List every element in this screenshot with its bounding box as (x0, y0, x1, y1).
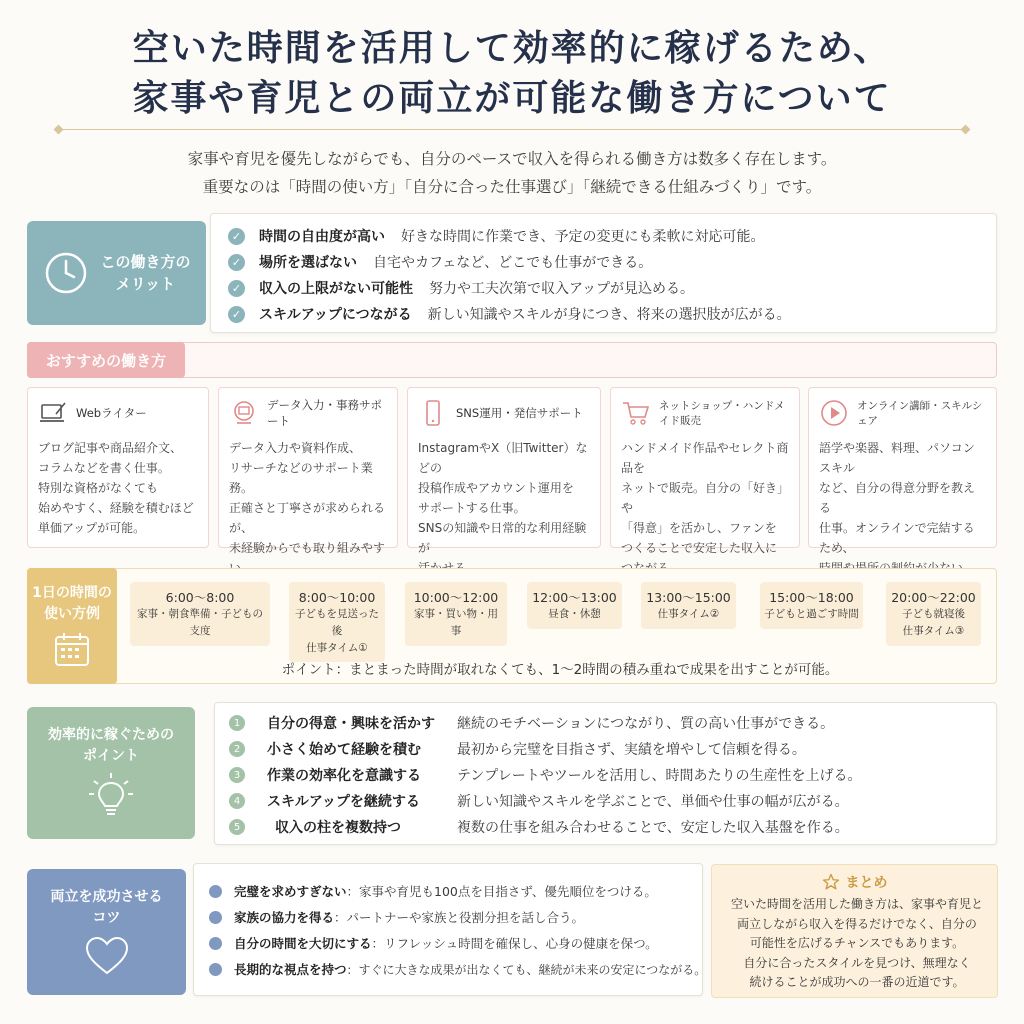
slot-time: 10:00〜12:00 (413, 590, 499, 605)
slot-desc: 昼食・休憩 (548, 608, 601, 620)
merit-item-desc: 努力や工夫次第で収入アップが見込める。 (429, 281, 695, 297)
summary-heading (711, 872, 998, 892)
summary-title: まとめ (845, 875, 888, 891)
balance-item-title: 長期的な視点を持つ (234, 962, 347, 977)
balance-item-desc: ：すぐに大きな成果が出なくても、継続が未来の安定につながる。 (346, 962, 707, 977)
slot-desc: 子どもを見送った後 仕事タイム① (295, 608, 379, 654)
schedule-slot (760, 582, 863, 629)
check-icon: ✓ (228, 306, 245, 323)
point-item (229, 817, 849, 837)
job-card-body: データ入力や資料作成、 リサーチなどのサポート業務。 正確さと丁寧さが求められるが、 未経験からでも取り組みやす (229, 441, 386, 555)
schedule-label: 1日の時間の 使い方例 (32, 585, 112, 622)
points-label: 効率的に稼ぐための ポイント (48, 727, 174, 764)
merit-item-title: 時間の自由度が高い (259, 229, 385, 245)
balance-item-desc: ：家事や育児も100点を目指さず、優先順位をつける。 (346, 884, 657, 899)
check-icon: ✓ (228, 280, 245, 297)
schedule-slot (527, 582, 622, 629)
point-number: 4 (229, 793, 245, 809)
title-divider (58, 129, 966, 130)
merit-item-title: 収入の上限がない可能性 (259, 281, 413, 297)
slot-desc: 子ども就寝後 仕事タイム③ (902, 608, 965, 637)
job-card-title: データ入力・事務サポート (267, 398, 382, 428)
check-icon: ✓ (228, 228, 245, 245)
balance-item (209, 882, 657, 900)
point-desc: 複数の仕事を組み合わせることで、安定した収入基盤を作る。 (457, 820, 849, 836)
recommended-label: おすすめの働き方 (27, 342, 185, 378)
job-card-sns (407, 387, 601, 555)
job-card-title: オンライン講師・スキルシェア (857, 400, 983, 427)
schedule-point: ポイント：まとまった時間が取れなくても、1〜2時間の積み重ねで成果を出すことが可能。 (281, 662, 839, 678)
schedule-slot (130, 582, 270, 646)
job-card-netshop (610, 387, 800, 555)
merit-item (228, 278, 694, 298)
bullet-dot (209, 911, 222, 924)
point-number: 2 (229, 741, 245, 757)
job-card-title: Webライター (76, 406, 147, 420)
point-title: 作業の効率化を意識する (267, 768, 421, 784)
balance-item-title: 完璧を求めすぎない (234, 884, 347, 899)
page-title-line2: 家事や育児との両立が可能な働き方について (132, 77, 892, 119)
balance-label: 両立を成功させる コツ (50, 889, 163, 926)
point-desc: 最初から完璧を目指さず、実績を増やして信頼を得る。 (457, 742, 806, 758)
bullet-dot (209, 937, 222, 950)
star-icon (822, 873, 840, 891)
slot-time: 8:00〜10:00 (298, 590, 376, 605)
page-title-line1: 空いた時間を活用して効率的に稼げるため、 (132, 27, 892, 69)
point-desc: 継続のモチベーションにつながり、質の高い仕事ができる。 (457, 716, 835, 732)
point-number: 5 (229, 819, 245, 835)
clock-icon (42, 249, 90, 297)
heart-icon (84, 935, 130, 977)
schedule-slot (289, 582, 385, 662)
balance-item (209, 934, 658, 952)
intro-line1: 家事や育児を優先しながらでも、自分のペースで収入を得られる働き方は数多く存在します。 (187, 150, 837, 168)
bullet-dot (209, 963, 222, 976)
point-number: 1 (229, 715, 245, 731)
check-icon: ✓ (228, 254, 245, 271)
slot-desc: 仕事タイム② (657, 608, 720, 620)
schedule-slot (405, 582, 507, 646)
merit-item-title: スキルアップにつながる (259, 307, 412, 323)
merit-item-desc: 自宅やカフェなど、どこでも仕事ができる。 (373, 255, 653, 271)
balance-item-desc: ：リフレッシュ時間を確保し、心身の健康を保つ。 (371, 936, 658, 951)
job-card-body: ブログ記事や商品紹介文、 コラムなどを書く仕事。 特別な資格がなくても 始めやすく、経験を積むほど 単価アップが可能。 (38, 441, 194, 535)
slot-time: 6:00〜8:00 (165, 590, 235, 605)
smartphone-icon (418, 398, 448, 428)
points-label-box (27, 707, 195, 839)
job-card-web-writer (27, 387, 209, 548)
merit-item-desc: 好きな時間に作業でき、予定の変更にも柔軟に対応可能。 (401, 229, 765, 245)
point-title: 小さく始めて経験を積む (267, 742, 421, 758)
balance-item-desc: ：パートナーや家族と役割分担を話し合う。 (334, 910, 585, 925)
point-item (229, 765, 861, 785)
slot-time: 13:00〜15:00 (646, 590, 731, 605)
balance-item (209, 908, 584, 926)
merit-item-desc: 新しい知識やスキルが身につき、将来の選択肢が広がる。 (427, 307, 791, 323)
summary-text: 空いた時間を活用した働き方は、家事や育児と 両立しながら収入を得るだけでなく、自分の 可能性を広げるチャンスでもあります。 自分に合ったスタイルを見つけ、無理なく 続けることが成功への一番の近道です。 (730, 897, 983, 989)
job-card-online-teacher (808, 387, 997, 555)
merit-label-box (27, 221, 206, 325)
point-title: スキルアップを継続する (267, 794, 420, 810)
balance-item-title: 自分の時間を大切にする (234, 936, 372, 951)
merit-item (228, 304, 791, 324)
point-title: 収入の柱を複数持つ (275, 820, 401, 836)
merit-label: この働き方の メリット (100, 252, 191, 293)
laptop-pen-icon (38, 398, 68, 428)
merit-item (228, 226, 764, 246)
job-card-title: SNS運用・発信サポート (456, 406, 583, 420)
point-item (229, 791, 849, 811)
point-number: 3 (229, 767, 245, 783)
balance-item-title: 家族の協力を得る (234, 910, 335, 925)
slot-time: 20:00〜22:00 (891, 590, 976, 605)
intro-line2: 重要なのは「時間の使い方」「自分に合った仕事選び」「継続できる仕組みづくり」です。 (202, 178, 822, 196)
job-card-body: InstagramやX（旧Twitter）などの 投稿作成やアカウント運用を サポートする仕事。 SNSの知識や日常的な利用経験が (418, 441, 588, 555)
shopping-cart-icon (621, 398, 651, 428)
balance-label-box (27, 869, 186, 995)
slot-desc: 家事・買い物・用事 (414, 608, 498, 637)
schedule-slot (886, 582, 981, 646)
play-icon (819, 398, 849, 428)
merit-item (228, 252, 652, 272)
point-item (229, 713, 834, 733)
lightbulb-icon (86, 771, 136, 821)
slot-desc: 子どもと過ごす時間 (764, 608, 859, 620)
balance-item (209, 960, 706, 978)
calendar-icon (52, 631, 92, 669)
point-title: 自分の得意・興味を活かす (267, 716, 435, 732)
point-item (229, 739, 806, 759)
job-card-title: ネットショップ・ハンドメイド販売 (659, 400, 785, 427)
point-desc: 新しい知識やスキルを学ぶことで、単価や仕事の幅が広がる。 (457, 794, 849, 810)
point-desc: テンプレートやツールを活用し、時間あたりの生産性を上げる。 (457, 768, 862, 784)
slot-time: 12:00〜13:00 (532, 590, 617, 605)
job-card-body: ハンドメイド作品やセレクト商品を ネットで販売。自分の「好き」や 「得意」を活かし、ファンを つくることで安定した収入に (621, 441, 790, 555)
schedule-slot (641, 582, 736, 629)
slot-time: 15:00〜18:00 (769, 590, 854, 605)
data-entry-icon (229, 398, 259, 428)
job-card-body: 語学や楽器、料理、パソコンスキル など、自分の得意分野を教える 仕事。オンラインで完結するため、 (819, 441, 976, 555)
bullet-dot (209, 885, 222, 898)
schedule-label-box (27, 568, 117, 684)
merit-item-title: 場所を選ばない (259, 255, 357, 271)
slot-desc: 家事・朝食準備・子どもの支度 (137, 608, 263, 637)
job-card-data-entry (218, 387, 398, 555)
